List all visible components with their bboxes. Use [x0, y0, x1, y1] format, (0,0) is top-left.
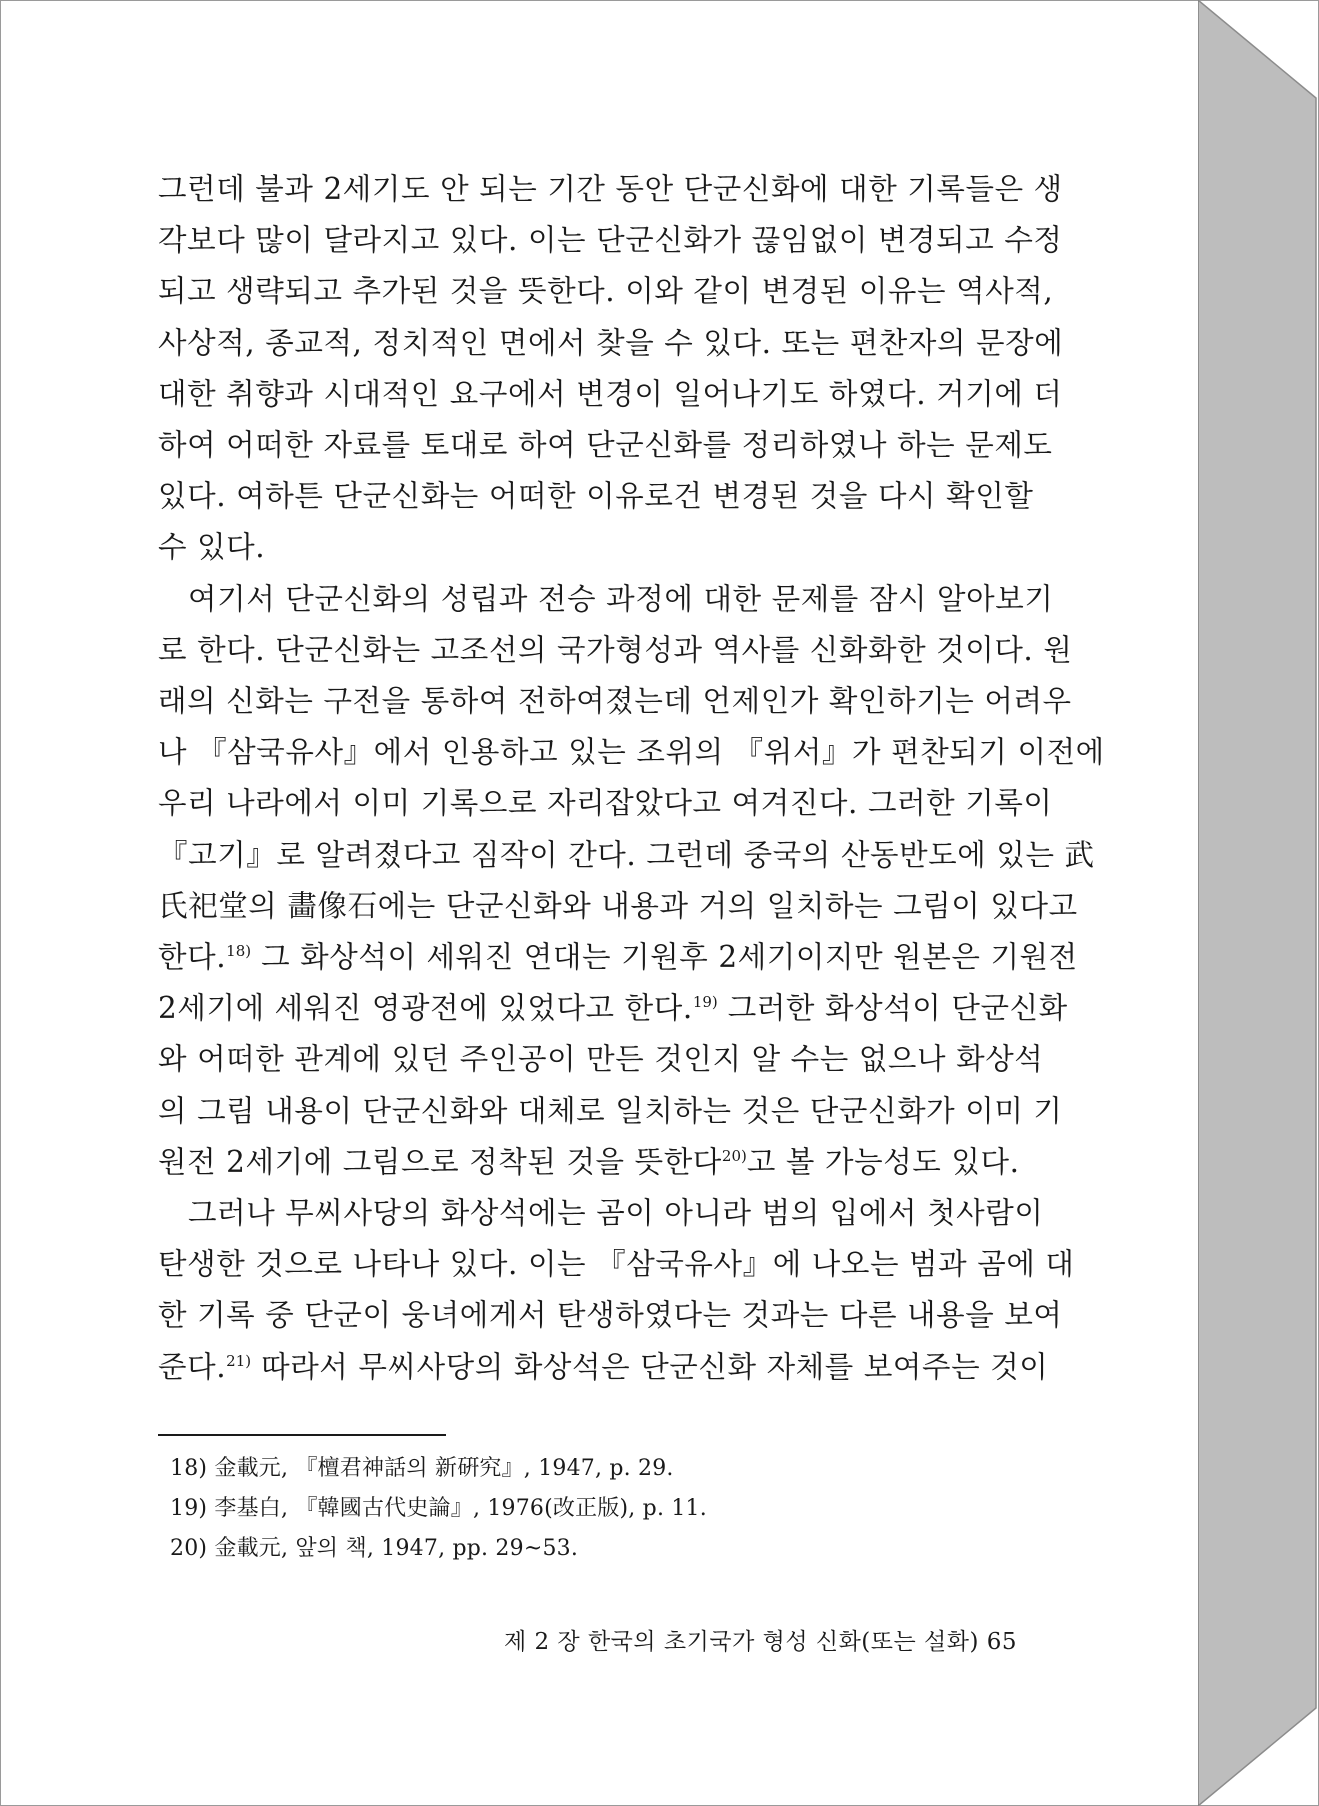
running-footer: 제 2 장 한국의 초기국가 형성 신화(또는 설화) 65 [503, 1629, 1017, 1655]
text-line: 래의 신화는 구전을 통하여 전하여졌는데 언제인가 확인하기는 어려우 [158, 684, 1072, 719]
footnote-18: 18) 金載元, 『檀君神話의 新硏究』, 1947, p. 29. [170, 1456, 674, 1481]
text-segment: 한다. [158, 940, 227, 975]
text-line: 여기서 단군신화의 성립과 전승 과정에 대한 문제를 잠시 알아보기 [188, 581, 1054, 616]
footnote-ref-20[interactable]: 20) [721, 1147, 747, 1166]
footnote-19: 19) 李基白, 『韓國古代史論』, 1976(改正版), p. 11. [170, 1496, 707, 1521]
text-line [158, 1342, 1049, 1393]
text-line: 수 있다. [158, 530, 266, 565]
text-line [158, 932, 1078, 983]
text-segment: 준다. [158, 1349, 227, 1384]
text-segment: 고 볼 가능성도 있다. [746, 1144, 1020, 1179]
text-line: 탄생한 것으로 나타나 있다. 이는 『삼국유사』에 나오는 범과 곰에 대 [158, 1247, 1075, 1282]
text-line: 의 그림 내용이 단군신화와 대체로 일치하는 것은 단군신화가 이미 기 [158, 1093, 1063, 1128]
text-segment: 2세기에 세워진 영광전에 있었다고 한다. [158, 991, 693, 1026]
text-line: 있다. 여하튼 단군신화는 어떠한 이유로건 변경된 것을 다시 확인할 [158, 479, 1034, 514]
text-line: 『고기』로 알려졌다고 짐작이 간다. 그런데 중국의 산동반도에 있는 武 [158, 837, 1095, 872]
text-line: 氏祀堂의 畵像石에는 단군신화와 내용과 거의 일치하는 그림이 있다고 [158, 888, 1078, 923]
text-line: 대한 취향과 시대적인 요구에서 변경이 일어나기도 하였다. 거기에 더 [158, 376, 1063, 411]
footnote-ref-21[interactable]: 21) [226, 1351, 252, 1370]
text-segment: 그러한 화상석이 단군신화 [717, 991, 1068, 1026]
text-line: 그러나 무씨사당의 화상석에는 곰이 아니라 범의 입에서 첫사람이 [188, 1196, 1044, 1231]
text-line: 되고 생략되고 추가된 것을 뜻한다. 이와 같이 변경된 이유는 역사적, [158, 274, 1054, 309]
paragraph-2 [158, 574, 1105, 1188]
text-line: 그런데 불과 2세기도 안 되는 기간 동안 단군신화에 대한 기록들은 생 [158, 172, 1063, 206]
text-segment: 따라서 무씨사당의 화상석은 단군신화 자체를 보여주는 것이 [251, 1349, 1049, 1384]
paragraph-1 [158, 164, 1064, 574]
paragraph-3 [158, 1188, 1075, 1393]
text-line: 로 한다. 단군신화는 고조선의 국가형성과 역사를 신화화한 것이다. 원 [158, 632, 1073, 667]
text-line: 와 어떠한 관계에 있던 주인공이 만든 것인지 알 수는 없으나 화상석 [158, 1042, 1044, 1077]
text-line [158, 983, 1068, 1034]
text-line: 하여 어떠한 자료를 토대로 하여 단군신화를 정리하였나 하는 문제도 [158, 428, 1053, 463]
text-line: 사상적, 종교적, 정치적인 면에서 찾을 수 있다. 또는 편찬자의 문장에 [158, 325, 1064, 360]
text-line: 한 기록 중 단군이 웅녀에게서 탄생하였다는 것과는 다른 내용을 보여 [158, 1298, 1063, 1333]
text-segment: 그 화상석이 세워진 연대는 기원후 2세기이지만 원본은 기원전 [251, 940, 1078, 975]
text-line: 나 『삼국유사』에서 인용하고 있는 조위의 『위서』가 편찬되기 이전에 [158, 735, 1105, 770]
footnote-divider [158, 1434, 446, 1436]
text-line: 각보다 많이 달라지고 있다. 이는 단군신화가 끊임없이 변경되고 수정 [158, 223, 1063, 258]
footnote-20: 20) 金載元, 앞의 책, 1947, pp. 29~53. [170, 1536, 579, 1561]
book-side-edge [1198, 0, 1318, 1806]
footnotes [170, 1449, 1010, 1569]
footnote-ref-18[interactable]: 18) [226, 942, 252, 961]
body-text [158, 164, 1105, 1393]
text-line [158, 1137, 1018, 1188]
text-segment: 원전 2세기에 그림으로 정착된 것을 뜻한다 [158, 1144, 722, 1179]
footnote-ref-19[interactable]: 19) [692, 993, 718, 1012]
text-line: 우리 나라에서 이미 기록으로 자리잡았다고 여겨진다. 그러한 기록이 [158, 786, 1053, 821]
